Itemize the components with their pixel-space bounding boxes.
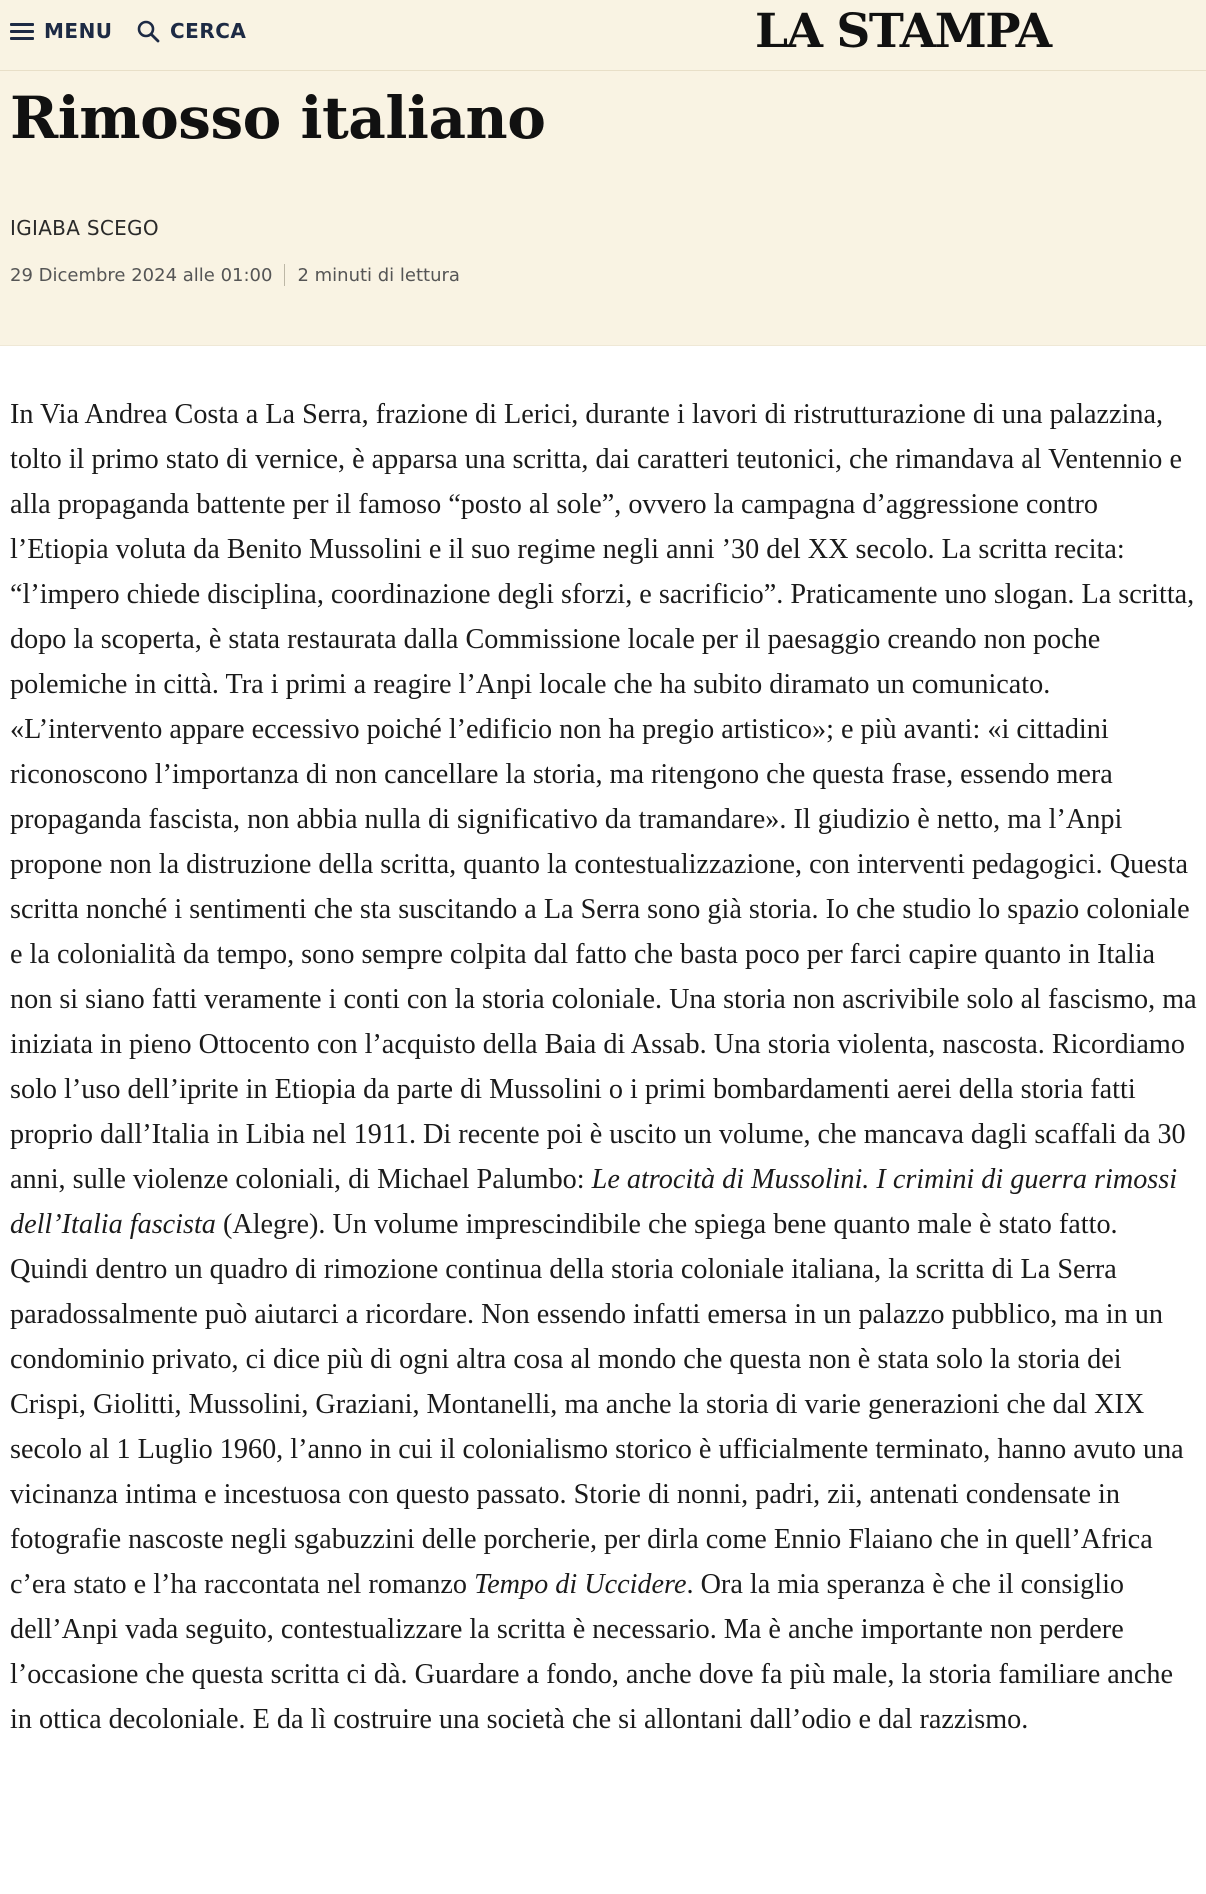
menu-label: MENU bbox=[44, 19, 113, 43]
article-paragraph-part-3: . Ora la mia speranza è che il consiglio dell’Anpi vada seguito, contestualizzare la scritta è necessario. Ma è anche importante non perdere l’occasione che questa scritta ci dà. Guardare a fondo, anche dove fa più male, la storia familiare anche in ottica decoloniale. E da lì costruire una società che si allontani dall’odio e dal razzismo. bbox=[10, 1569, 1173, 1735]
la-stampa-logo[interactable]: LA STAMPA bbox=[755, 3, 1051, 59]
novel-title: Tempo di Uccidere bbox=[474, 1569, 687, 1600]
article-meta bbox=[10, 264, 460, 286]
meta-divider bbox=[284, 264, 285, 286]
author-name[interactable]: IGIABA SCEGO bbox=[10, 216, 159, 240]
hamburger-icon bbox=[10, 21, 34, 41]
article-paragraph-part-1: In Via Andrea Costa a La Serra, frazione di Lerici, durante i lavori di ristrutturazione di una palazzina, tolto il primo stato di vernice, è apparsa una scritta, dai caratteri teutonici, che rimandava al Ventennio e alla propaganda battente per il famoso “posto al sole”, ovvero la campagna d’aggressione contro l’Etiopia voluta da Benito Mussolini e il suo regime negli anni ’30 del XX secolo. La scritta recita: “l’impero chiede disciplina, coordinazione degli sforzi, e sacrificio”. Praticamente uno slogan. La scritta, dopo la scoperta, è stata restaurata dalla Commissione locale per il paesaggio creando non poche polemiche in città. Tra i primi a reagire l’Anpi locale che ha subito diramato un comunicato. «L’intervento appare eccessivo poiché l’edificio non ha pregio artistico»; e più avanti: «i cittadini riconoscono l’importanza di non cancellare la storia, ma ritengono che questa frase, essendo mera propaganda fascista, non abbia nulla di significativo da tramandare». Il giudizio è netto, ma l’Anpi propone non la distruzione della scritta, quanto la contestualizzazione, con interventi pedagogici. Questa scritta nonché i sentimenti che sta suscitando a La Serra sono già storia. Io che studio lo spazio coloniale e la colonialità da tempo, sono sempre colpita dal fatto che basta poco per farci capire quanto in Italia non si siano fatti veramente i conti con la storia coloniale. Una storia non ascrivibile solo al fascismo, ma iniziata in pieno Ottocento con l’acquisto della Baia di Assab. Una storia violenta, nascosta. Ricordiamo solo l’uso dell’iprite in Etiopia da parte di Mussolini o i primi bombardamenti aerei della storia fatti proprio dall’Italia in Libia nel 1911. Di recente poi è uscito un volume, che mancava dagli scaffali da 30 anni, sulle violenze coloniali, di Michael Palumbo: bbox=[10, 399, 1197, 1195]
search-icon bbox=[136, 19, 160, 43]
menu-button[interactable] bbox=[10, 0, 113, 62]
article-header bbox=[0, 0, 1206, 346]
reading-time: 2 minuti di lettura bbox=[297, 264, 460, 286]
top-navigation-bar bbox=[0, 0, 1206, 71]
article-paragraph-part-2: (Alegre). Un volume imprescindibile che spiega bene quanto male è stato fatto. Quindi dentro un quadro di rimozione continua della storia coloniale italiana, la scritta di La Serra paradossalmente può aiutarci a ricordare. Non essendo infatti emersa in un palazzo pubblico, ma in un condominio privato, ci dice più di ogni altra cosa al mondo che questa non è stata solo la storia dei Crispi, Giolitti, Mussolini, Graziani, Montanelli, ma anche la storia di varie generazioni che dal XIX secolo al 1 Luglio 1960, l’anno in cui il colonialismo storico è ufficialmente terminato, hanno avuto una vicinanza intima e incestuosa con questo passato. Storie di nonni, padri, zii, antenati condensate in fotografie nascoste negli sgabuzzini delle porcherie, per dirla come Ennio Flaiano che in quell’Africa c’era stato e l’ha raccontata nel romanzo bbox=[10, 1209, 1184, 1600]
search-label: CERCA bbox=[170, 19, 247, 43]
book-title: Le atrocità di Mussolini. I crimini di guerra rimossi dell’Italia fascista bbox=[10, 1164, 1178, 1240]
search-button[interactable] bbox=[136, 0, 246, 62]
publish-date: 29 Dicembre 2024 alle 01:00 bbox=[10, 264, 273, 286]
article-body bbox=[10, 392, 1198, 1742]
article-title: Rimosso italiano bbox=[10, 84, 546, 152]
